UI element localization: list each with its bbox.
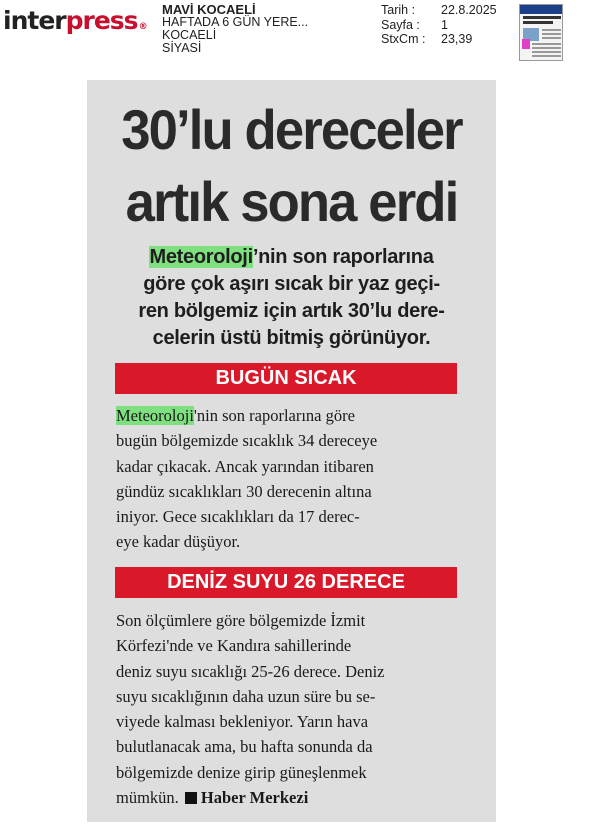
section1-body [116,403,461,555]
stxcm-value: 23,39 [441,32,473,46]
logo-text-accent: press [65,6,138,35]
spot-text: ’nin son raporlarına [252,246,434,268]
publication-info [162,3,308,55]
body-line: Son ölçümlere göre bölgemizde İzmit [116,611,366,630]
byline: Haber Merkezi [200,788,309,808]
body-line: viyede kalması bekleniyor. Yarın hava [116,712,369,732]
stxcm-label: StxCm : [381,32,426,46]
body-line: eye kadar düşüyor. [116,532,241,552]
spot-line: göre çok aşırı sıcak bir yaz geçi- [143,273,440,295]
page-label: Sayfa : [381,17,420,32]
publication-region: KOCAELİ [162,28,217,42]
logo-text-main: inter [3,6,66,35]
section2-body [116,608,461,810]
headline-line: artık sona erdi [125,170,458,233]
body-line: kadar çıkacak. Ancak yarından itibaren [116,456,374,476]
spot-line: ren bölgemiz için artık 30’lu dere- [138,300,445,322]
interpress-logo [3,4,147,38]
headline-line: 30’lu dereceler [121,98,462,161]
body-line: gündüz sıcaklıkları 30 derecenin altına [116,481,372,501]
section-title-deniz-suyu: DENİZ SUYU 26 DERECE [115,567,457,598]
article-headline [99,94,483,238]
registered-mark: ® [138,22,147,32]
clip-metadata [381,3,497,47]
page-thumbnail[interactable] [519,4,563,61]
body-line: bugün bölgemizde sıcaklık 34 dereceye [116,431,378,451]
body-text: mümkün. [116,788,179,808]
body-line: suyu sıcaklığının daha uzun süre bu se- [116,686,376,706]
body-line: Körfezi'nde ve Kandıra sahillerinde [116,636,352,656]
body-line: bulutlanacak ama, bu hafta sonunda da [116,737,373,757]
highlighted-keyword: Meteoroloji [116,406,194,425]
black-square-icon [185,792,197,804]
date-value: 22.8.2025 [441,3,497,17]
section-title-bugun-sicak: BUGÜN SICAK [115,363,457,394]
body-line: bölgemizde denize girip güneşlenmek [116,762,367,782]
article-spot [87,244,496,352]
body-text: 'nin son raporlarına göre [193,406,355,425]
publication-name: MAVİ KOCAELİ [162,2,256,17]
spot-line: celerin üstü bitmiş görünüyor. [152,327,431,349]
article-clipping [87,80,496,822]
publication-category: SİYASİ [162,41,202,55]
body-line: iniyor. Gece sıcaklıkları da 17 derec- [116,507,360,527]
highlighted-keyword: Meteoroloji [149,246,253,268]
publication-frequency: HAFTADA 6 GÜN YERE... [162,15,309,29]
page-value: 1 [441,17,448,32]
date-label: Tarih : [381,3,416,17]
body-line: deniz suyu sıcaklığı 25-26 derece. Deniz [116,661,385,681]
